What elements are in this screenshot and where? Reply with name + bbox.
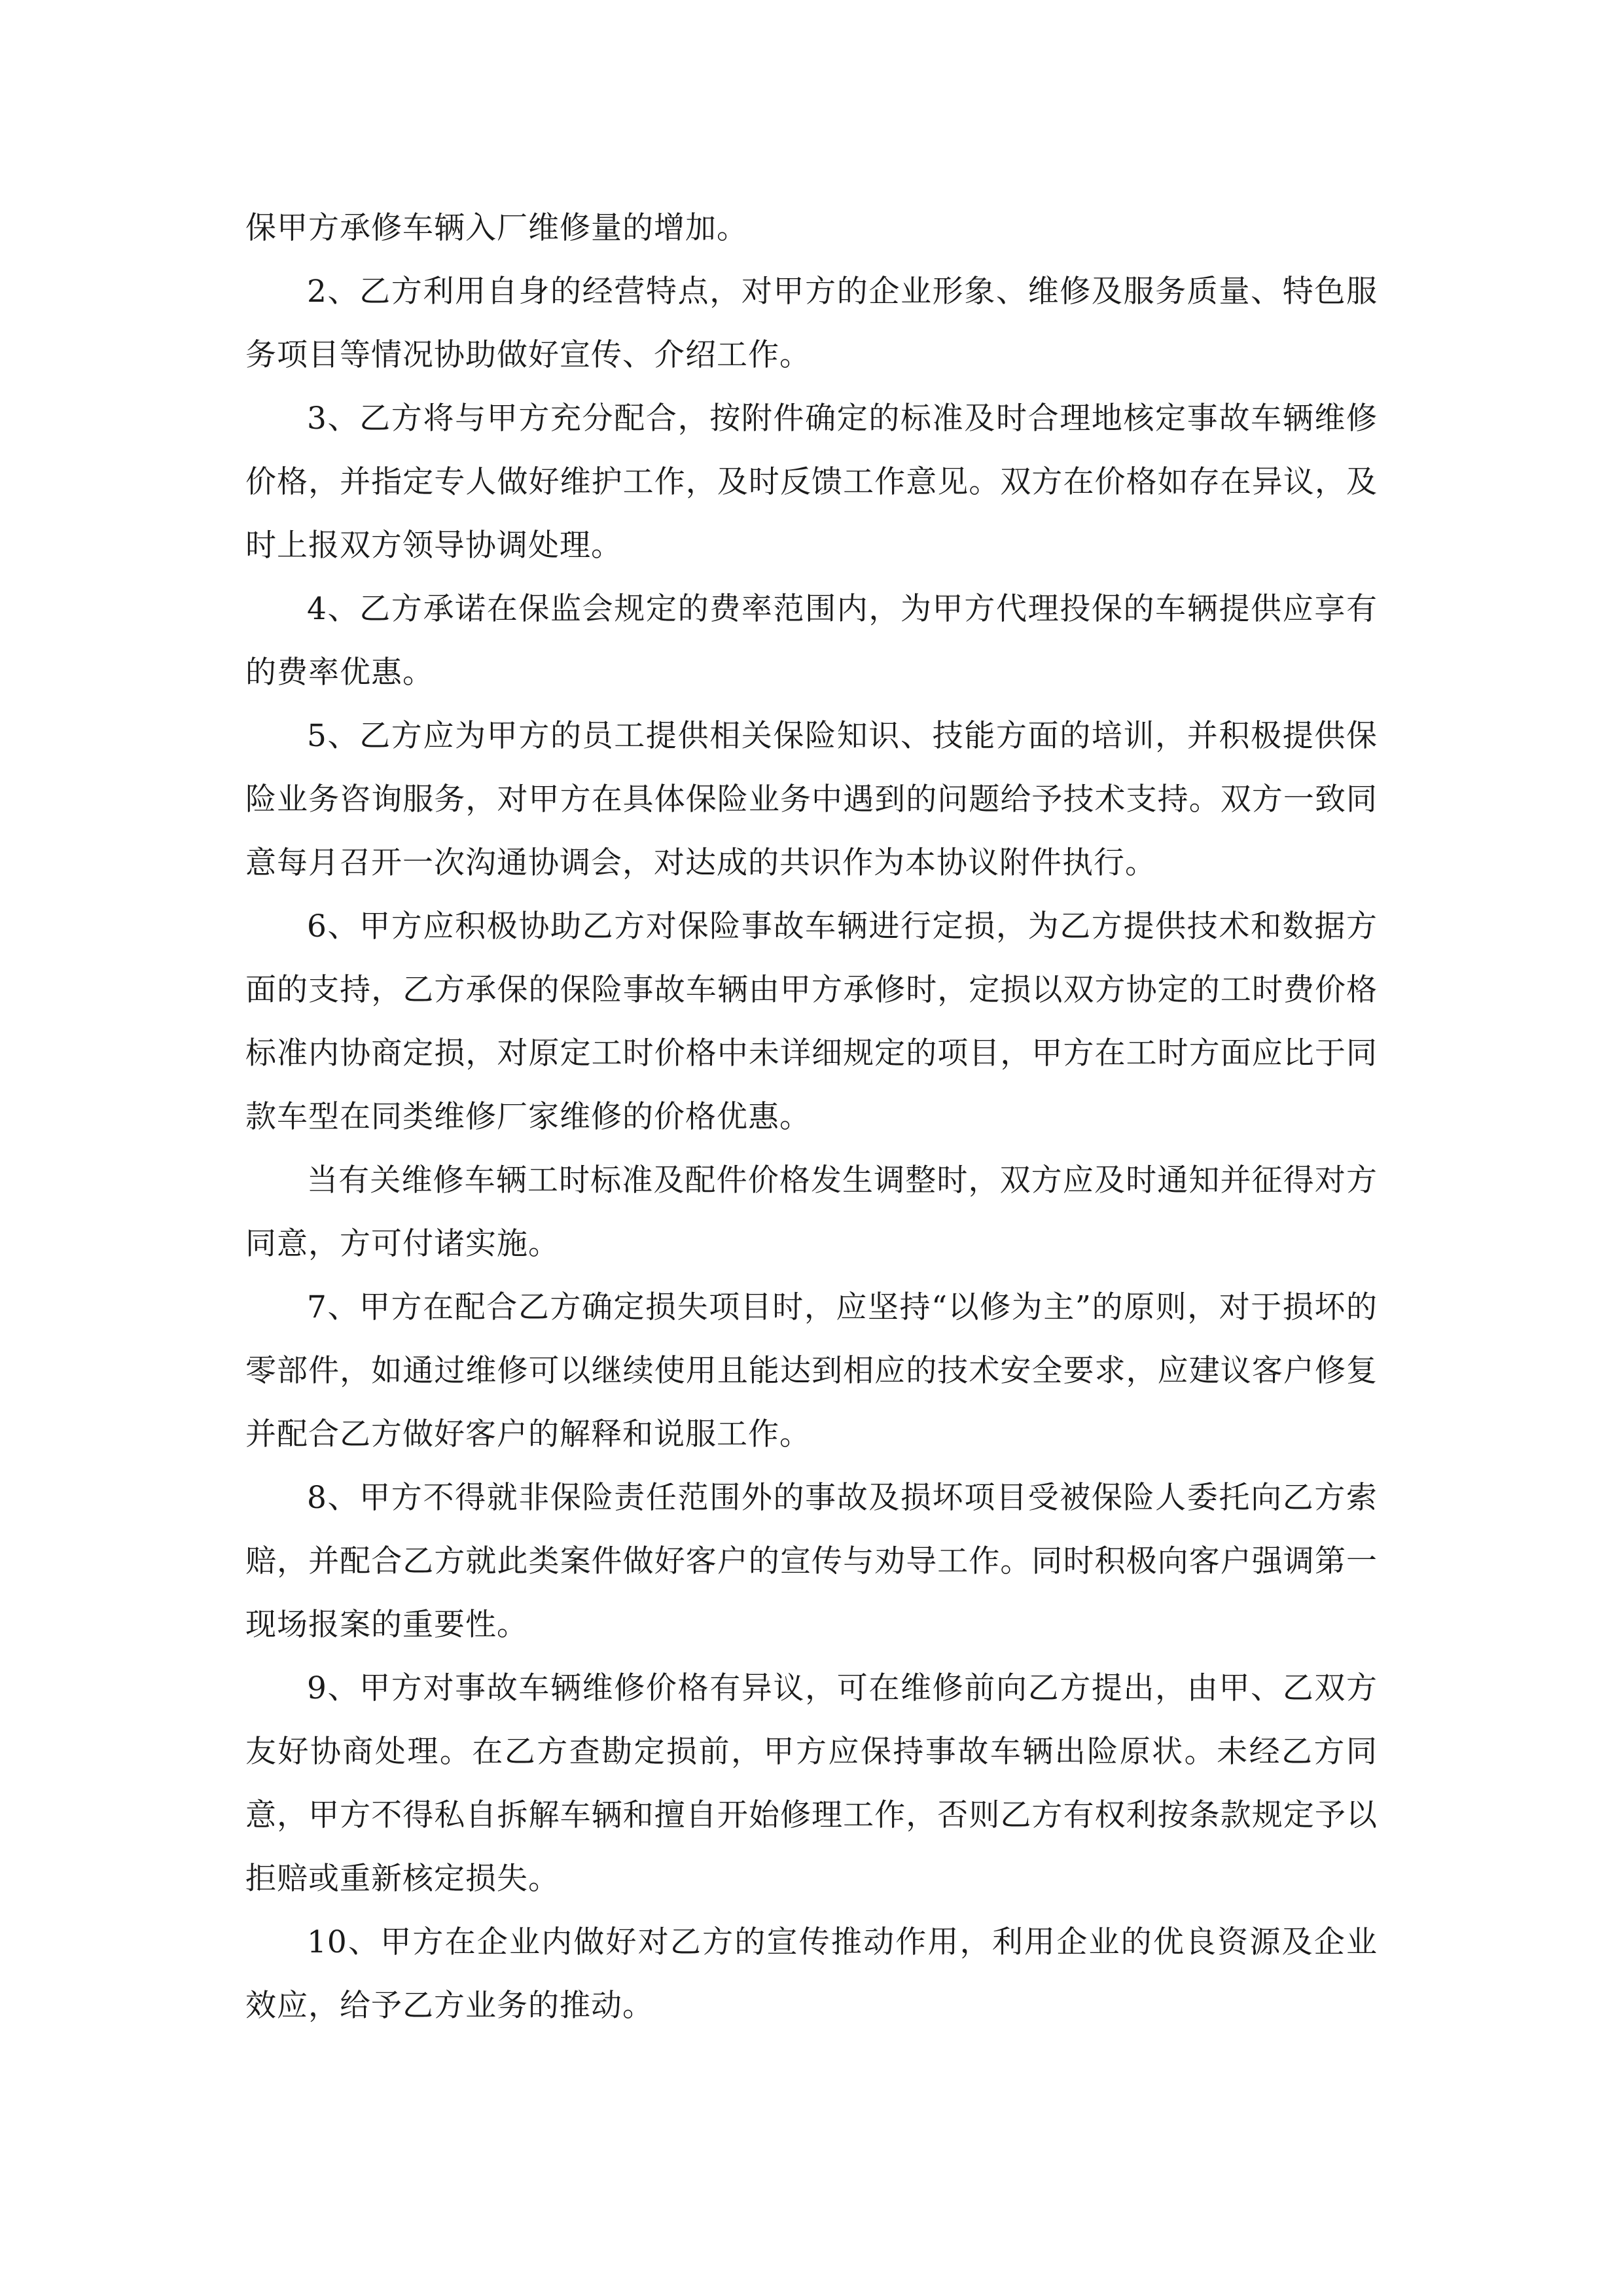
paragraph-clause-5: 5、乙方应为甲方的员工提供相关保险知识、技能方面的培训，并积极提供保险业务咨询服务，对甲方在具体保险业务中遇到的问题给予技术支持。双方一致同意每月召开一次沟通协调会，对达成的共识作为本协议附件执行。 xyxy=(245,718,1378,881)
paragraph-clause-3: 3、乙方将与甲方充分配合，按附件确定的标准及时合理地核定事故车辆维修价格，并指定专人做好维护工作，及时反馈工作意见。双方在价格如存在异议，及时上报双方领导协调处理。 xyxy=(245,401,1378,564)
paragraph-clause-9: 9、甲方对事故车辆维修价格有异议，可在维修前向乙方提出，由甲、乙双方友好协商处理。在乙方查勘定损前，甲方应保持事故车辆出险原状。未经乙方同意，甲方不得私自拆解车辆和擅自开始修理工作，否则乙方有权利按条款规定予以拒赔或重新核定损失。 xyxy=(245,1670,1378,1897)
paragraph-continuation: 保甲方承修车辆入厂维修量的增加。 xyxy=(245,210,748,246)
paragraph-clause-6-note: 当有关维修车辆工时标准及配件价格发生调整时，双方应及时通知并征得对方同意，方可付诸实施。 xyxy=(245,1162,1378,1262)
paragraph-clause-8: 8、甲方不得就非保险责任范围外的事故及损坏项目受被保险人委托向乙方索赔，并配合乙方就此类案件做好客户的宣传与劝导工作。同时积极向客户强调第一现场报案的重要性。 xyxy=(245,1480,1378,1643)
document-body xyxy=(245,196,1378,2037)
paragraph-clause-4: 4、乙方承诺在保监会规定的费率范围内，为甲方代理投保的车辆提供应享有的费率优惠。 xyxy=(245,591,1378,691)
paragraph-clause-2: 2、乙方利用自身的经营特点，对甲方的企业形象、维修及服务质量、特色服务项目等情况协助做好宣传、介绍工作。 xyxy=(245,274,1378,373)
paragraph-clause-7: 7、甲方在配合乙方确定损失项目时，应坚持“以修为主”的原则，对于损坏的零部件，如通过维修可以继续使用且能达到相应的技术安全要求，应建议客户修复并配合乙方做好客户的解释和说服工作。 xyxy=(245,1289,1378,1452)
paragraph-clause-6: 6、甲方应积极协助乙方对保险事故车辆进行定损，为乙方提供技术和数据方面的支持，乙方承保的保险事故车辆由甲方承修时，定损以双方协定的工时费价格标准内协商定损，对原定工时价格中未详细规定的项目，甲方在工时方面应比于同款车型在同类维修厂家维修的价格优惠。 xyxy=(245,908,1378,1135)
paragraph-clause-10: 10、甲方在企业内做好对乙方的宣传推动作用，利用企业的优良资源及企业效应，给予乙方业务的推动。 xyxy=(245,1924,1378,2024)
